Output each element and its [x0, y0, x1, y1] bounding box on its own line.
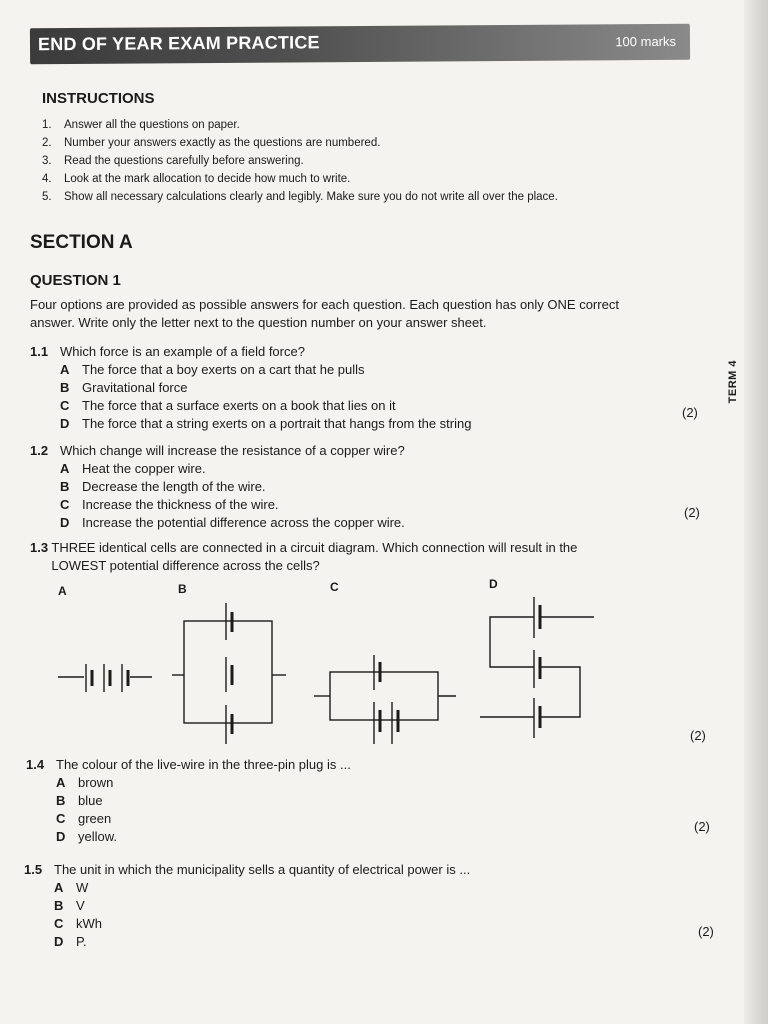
option-row: B V	[54, 898, 85, 913]
option-row: D P.	[54, 934, 87, 949]
circuit-b	[172, 603, 286, 744]
instruction-item: 3. Read the questions carefully before answering.	[42, 155, 304, 167]
instruction-item: 5. Show all necessary calculations clearly and legibly. Make sure you do not write all over the place.	[42, 191, 558, 203]
circuit-c	[314, 655, 456, 744]
question-number: 1.1	[30, 344, 49, 359]
circuit-d	[480, 597, 594, 738]
option-row: D The force that a string exerts on a portrait that hangs from the string	[60, 416, 472, 431]
option-row: A brown	[56, 775, 114, 790]
mark-allocation: (2)	[682, 405, 698, 420]
option-row: D Increase the potential difference across the copper wire.	[60, 515, 405, 530]
question-number: 1.2	[30, 443, 49, 458]
question-text: The colour of the live-wire in the three-pin plug is ...	[56, 757, 351, 772]
option-row: D yellow.	[56, 829, 118, 844]
option-row: C green	[56, 811, 112, 826]
circuit-a	[58, 664, 152, 692]
mark-allocation: (2)	[690, 728, 706, 743]
question-text: The unit in which the municipality sells a quantity of electrical power is ...	[54, 862, 471, 877]
instruction-item: 2. Number your answers exactly as the questions are numbered.	[42, 137, 381, 149]
option-row: A Heat the copper wire.	[60, 461, 206, 476]
instructions-heading: INSTRUCTIONS	[42, 90, 155, 107]
option-row: C The force that a surface exerts on a book that lies on it	[60, 398, 396, 413]
mark-allocation: (2)	[684, 505, 700, 520]
total-marks: 100 marks	[615, 33, 677, 50]
question-1-4	[26, 756, 666, 846]
section-heading: SECTION A	[30, 232, 133, 253]
question-number: 1.3	[30, 540, 49, 555]
option-row: B blue	[56, 793, 103, 808]
question-1-5	[24, 861, 664, 951]
instruction-item: 1. Answer all the questions on paper.	[42, 119, 240, 131]
diagram-label-c: C	[330, 580, 339, 594]
question-text: THREE identical cells are connected in a circuit diagram. Which connection will result in the LOWEST potential difference across the cells?	[51, 540, 578, 573]
question-intro: Four options are provided as possible answers for each question. Each question has only ONE correct answer. Write only the letter next to the question number on your answer sheet.	[30, 297, 619, 330]
option-row: B Decrease the length of the wire.	[60, 479, 266, 494]
diagram-label-a: A	[58, 584, 67, 598]
option-row: A The force that a boy exerts on a cart that he pulls	[60, 362, 365, 377]
question-heading: QUESTION 1	[30, 272, 121, 289]
option-row: B Gravitational force	[60, 380, 188, 395]
diagram-label-d: D	[489, 577, 498, 591]
question-number: 1.4	[26, 757, 45, 772]
mark-allocation: (2)	[698, 924, 714, 939]
option-row: A W	[54, 880, 89, 895]
question-number: 1.5	[24, 862, 43, 877]
instruction-item: 4. Look at the mark allocation to decide how much to write.	[42, 173, 351, 185]
question-text: Which change will increase the resistance of a copper wire?	[60, 443, 405, 458]
mark-allocation: (2)	[694, 819, 710, 834]
option-row: C Increase the thickness of the wire.	[60, 497, 279, 512]
page-title: END OF YEAR EXAM PRACTICE	[37, 32, 320, 55]
term-tab: TERM 4	[727, 360, 739, 404]
diagram-label-b: B	[178, 582, 187, 596]
question-text: Which force is an example of a field force?	[60, 344, 305, 359]
option-row: C kWh	[54, 916, 102, 931]
